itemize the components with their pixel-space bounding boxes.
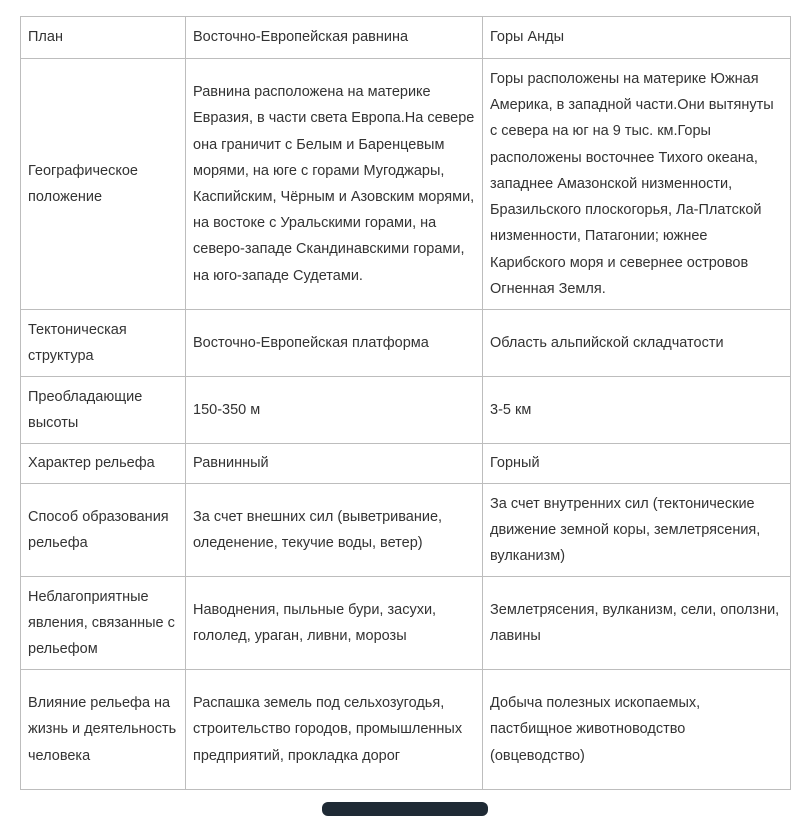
header-plan: План	[21, 17, 186, 59]
table-row	[21, 310, 791, 377]
table-row	[21, 377, 791, 444]
row-andes-value: За счет внутренних сил (тектонические движение земной коры, землетрясения, вулканизм)	[483, 484, 791, 577]
row-andes-value: Область альпийской складчатости	[483, 310, 791, 377]
table-row	[21, 484, 791, 577]
row-plain-value: 150-350 м	[186, 377, 483, 444]
table-row	[21, 444, 791, 484]
table-header-row	[21, 17, 791, 59]
row-plain-value: Равнина расположена на материке Евразия, в части света Европа.На севере она граничит с Белым и Баренцевым морями, на юге с горами Мугоджары, Каспийским, Чёрным и Азовским морями, на востоке с Уральскими горами, на северо-западе Скандинавскими горами, на юго-западе Судетами.	[186, 59, 483, 310]
row-label: Способ образования рельефа	[21, 484, 186, 577]
row-andes-value: Горный	[483, 444, 791, 484]
row-label: Преобладающие высоты	[21, 377, 186, 444]
row-andes-value: 3-5 км	[483, 377, 791, 444]
table-row	[21, 577, 791, 670]
row-plain-value: За счет внешних сил (выветривание, оледенение, текучие воды, ветер)	[186, 484, 483, 577]
row-label: Географическое положение	[21, 59, 186, 310]
row-plain-value: Наводнения, пыльные бури, засухи, гололед, ураган, ливни, морозы	[186, 577, 483, 670]
row-andes-value: Горы расположены на материке Южная Америка, в западной части.Они вытянуты с севера на юг на 9 тыс. км.Горы расположены восточнее Тихого океана, западнее Амазонской низменности, Бразильского плоскогорья, Ла-Платской низменности, Патагонии; южнее Карибского моря и севернее островов Огненная Земля.	[483, 59, 791, 310]
header-andes: Горы Анды	[483, 17, 791, 59]
table-row	[21, 59, 791, 310]
row-label: Характер рельефа	[21, 444, 186, 484]
row-plain-value: Восточно-Европейская платформа	[186, 310, 483, 377]
row-plain-value: Распашка земель под сельхозугодья, строительство городов, промышленных предприятий, прокладка дорог	[186, 670, 483, 790]
row-andes-value: Землетрясения, вулканизм, сели, оползни, лавины	[483, 577, 791, 670]
row-label: Неблагоприятные явления, связанные с рельефом	[21, 577, 186, 670]
row-plain-value: Равнинный	[186, 444, 483, 484]
comparison-table	[20, 16, 791, 790]
partially-visible-button[interactable]	[322, 802, 488, 816]
table-row	[21, 670, 791, 790]
row-label: Влияние рельефа на жизнь и деятельность человека	[21, 670, 186, 790]
row-andes-value: Добыча полезных ископаемых, пастбищное животноводство (овцеводство)	[483, 670, 791, 790]
header-east-european-plain: Восточно-Европейская равнина	[186, 17, 483, 59]
row-label: Тектоническая структура	[21, 310, 186, 377]
